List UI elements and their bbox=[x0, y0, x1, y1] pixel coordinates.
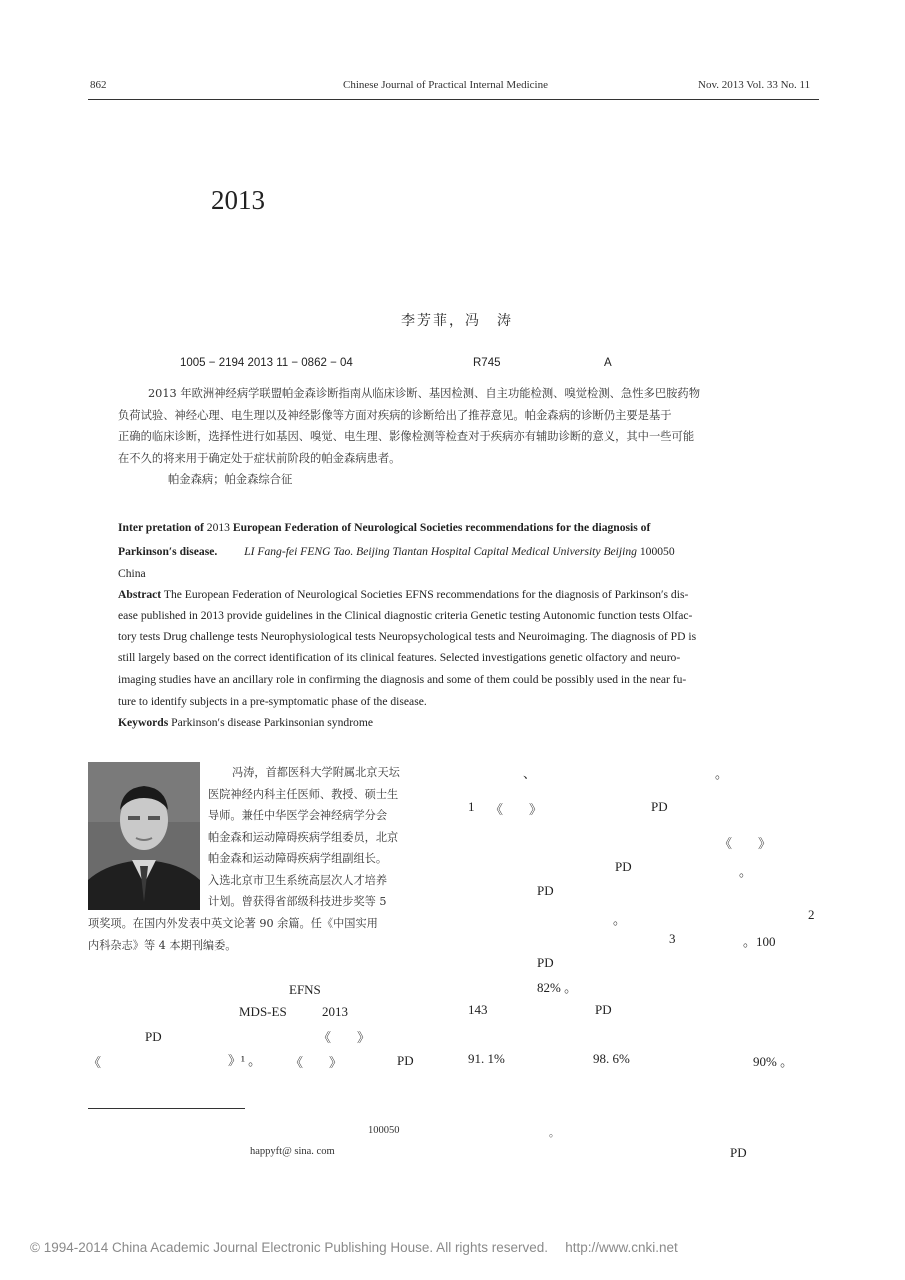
body-fragment: 82% 。 bbox=[537, 980, 578, 995]
author-bio-continued bbox=[88, 913, 378, 956]
en-country: China bbox=[118, 567, 146, 580]
keywords-label: Keywords bbox=[118, 716, 169, 729]
bio-line: 帕金森和运动障碍疾病学组副组长。 bbox=[208, 852, 388, 865]
en-abstract-line: ture to identify subjects in a pre-symptomatic phase of the disease. bbox=[118, 695, 427, 708]
bio-line: 冯涛，首都医科大学附属北京天坛 bbox=[232, 766, 400, 779]
en-abstract-line: still largely based on the correct identification of its clinical features. Selected investigations genetic olfactory and neuro- bbox=[118, 651, 681, 664]
bio-line: 导师。兼任中华医学会神经病学分会 bbox=[208, 809, 388, 822]
header-rule bbox=[88, 99, 819, 100]
footnote-zip: 100050 bbox=[368, 1125, 400, 1136]
article-title-year: 2013 bbox=[211, 185, 265, 215]
body-fragment: PD bbox=[537, 955, 554, 970]
cn-abstract-line: 2013 年欧洲神经病学联盟帕金森诊断指南从临床诊断、基因检测、自主功能检测、嗅觉检测、急性多巴胺药物 bbox=[148, 387, 701, 400]
issn-line: 1005 − 2194 2013 11 − 0862 − 04 bbox=[180, 357, 353, 369]
body-fragment: 。 bbox=[613, 912, 627, 927]
body-fragment: 。 bbox=[715, 766, 729, 781]
en-zip: 100050 bbox=[639, 545, 675, 558]
bio-line: 内科杂志》等 4 本期刊编委。 bbox=[88, 938, 237, 952]
body-fragment: 2 bbox=[808, 907, 815, 922]
body-fragment: 》¹ 。 bbox=[228, 1053, 262, 1068]
en-keywords bbox=[118, 712, 373, 733]
body-fragment: PD bbox=[595, 1002, 612, 1017]
footnote-dot: 。 bbox=[549, 1128, 560, 1139]
document-code: A bbox=[604, 357, 612, 369]
en-abstract-line: imaging studies have an ancillary role in confirming the diagnosis and some of them could be possibly used in the near fu- bbox=[118, 673, 687, 686]
en-abstract-line: ease published in 2013 provide guidelines in the Clinical diagnostic criteria Genetic testing Autonomic function tests Olfac- bbox=[118, 609, 693, 622]
body-fragment: 《 》 bbox=[719, 836, 772, 851]
body-fragment: 《 》 bbox=[318, 1030, 371, 1045]
section-number: 1 bbox=[468, 799, 475, 814]
en-title-line2 bbox=[118, 541, 675, 562]
author-photo bbox=[88, 762, 200, 910]
bio-line: 帕金森和运动障碍疾病学组委员，北京 bbox=[208, 830, 399, 844]
en-title-year: 2013 bbox=[206, 521, 230, 534]
body-fragment: EFNS bbox=[289, 982, 321, 997]
bio-line: 医院神经内科主任医师、教授、硕士生 bbox=[208, 787, 399, 801]
body-fragment: 98. 6% bbox=[593, 1051, 630, 1066]
body-fragment: 3 bbox=[669, 931, 676, 946]
body-fragment: PD bbox=[730, 1145, 747, 1160]
en-title-part: European Federation of Neurological Societies recommendations for the diagnosis of bbox=[232, 521, 651, 534]
body-fragment: 、 bbox=[523, 766, 537, 781]
cn-abstract-line: 在不久的将来用于确定处于症状前阶段的帕金森病患者。 bbox=[118, 451, 401, 465]
abstract-label: Abstract bbox=[118, 588, 162, 601]
body-fragment: 《 bbox=[88, 1055, 102, 1070]
body-fragment: MDS-ES bbox=[239, 1004, 287, 1019]
copyright-notice: © 1994-2014 China Academic Journal Electronic Publishing House. All rights reserved. http://www.cnki.net bbox=[30, 1240, 678, 1255]
en-title-part: Inter pretation of bbox=[118, 521, 204, 534]
body-fragment: PD bbox=[397, 1053, 414, 1068]
body-fragment: 《 》 bbox=[490, 802, 543, 817]
page-number: 862 bbox=[90, 79, 107, 91]
body-fragment: 。 bbox=[739, 864, 753, 879]
body-fragment: PD bbox=[145, 1029, 162, 1044]
cn-abstract-line: 正确的临床诊断，选择性进行如基因、嗅觉、电生理、影像检测等检查对于疾病亦有辅助诊断的意义，其中一些可能 bbox=[118, 430, 695, 443]
en-keywords-text: Parkinson′s disease Parkinsonian syndrome bbox=[171, 716, 374, 729]
chinese-abstract bbox=[118, 383, 790, 491]
authors: 李芳菲，冯 涛 bbox=[401, 313, 513, 329]
body-fragment: 《 》 bbox=[290, 1055, 343, 1070]
cn-keywords: 帕金森病；帕金森综合征 bbox=[168, 473, 293, 486]
clc-number: R745 bbox=[473, 357, 501, 369]
issue-info: Nov. 2013 Vol. 33 No. 11 bbox=[698, 79, 811, 91]
en-affiliation: LI Fang-fei FENG Tao. Beijing Tiantan Hospital Capital Medical University Beijing bbox=[244, 545, 637, 558]
body-fragment: 。100 bbox=[743, 934, 776, 949]
en-abstract-line: tory tests Drug challenge tests Neurophysiological tests Neuropsychological tests and Neuroimaging. The diagnosis of PD is bbox=[118, 630, 697, 643]
en-abstract-text: The European Federation of Neurological Societies EFNS recommendations for the diagnosis of Parkinson′s dis- bbox=[163, 588, 689, 601]
en-title-line1 bbox=[118, 517, 650, 538]
body-fragment: 2013 bbox=[322, 1004, 348, 1019]
en-title-part: Parkinson′s disease. bbox=[118, 545, 218, 558]
footnote-email: happyft@ sina. com bbox=[250, 1146, 335, 1157]
author-bio bbox=[208, 762, 400, 913]
body-fragment: 143 bbox=[468, 1002, 488, 1017]
footnote-rule bbox=[88, 1108, 245, 1109]
journal-name: Chinese Journal of Practical Internal Medicine bbox=[343, 79, 548, 91]
cn-abstract-line: 负荷试验、神经心理、电生理以及神经影像等方面对疾病的诊断给出了推荐意见。帕金森病的诊断仍主要是基于 bbox=[118, 408, 672, 422]
body-fragment: PD bbox=[651, 799, 668, 814]
bio-line: 项奖项。在国内外发表中英文论著 90 余篇。任《中国实用 bbox=[88, 917, 378, 930]
bio-line: 入选北京市卫生系统高层次人才培养 bbox=[208, 873, 388, 887]
body-fragment: PD bbox=[537, 883, 554, 898]
bio-line: 计划。曾获得省部级科技进步奖等 5 bbox=[208, 895, 387, 908]
body-fragment: 91. 1% bbox=[468, 1051, 505, 1066]
body-fragment: 90% 。 bbox=[753, 1054, 794, 1069]
body-fragment: PD bbox=[615, 859, 632, 874]
en-abstract-line bbox=[118, 584, 688, 605]
